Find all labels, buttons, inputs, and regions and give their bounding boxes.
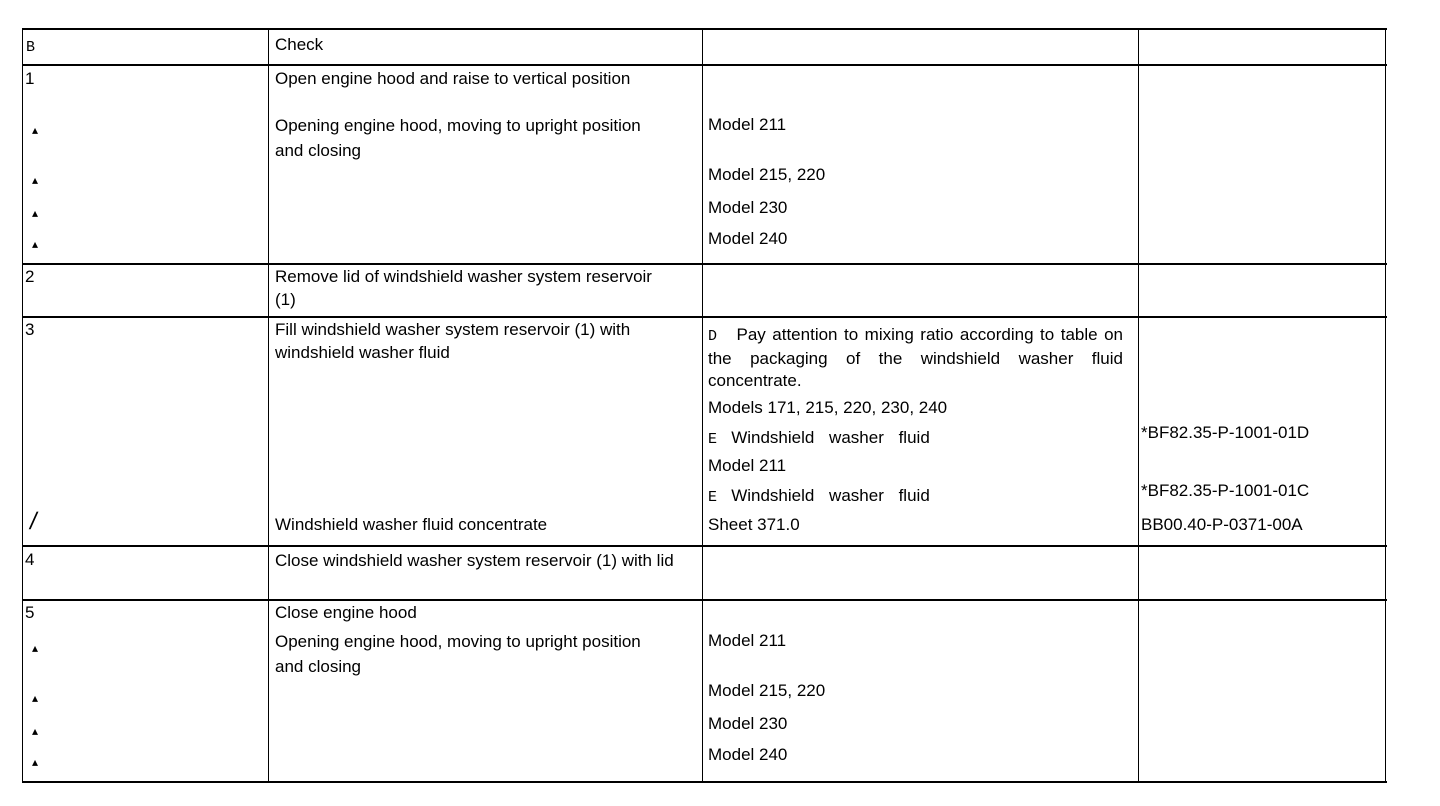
table-border-top xyxy=(22,28,1387,30)
step-subtitle-link[interactable]: Opening engine hood, moving to upright position and closing xyxy=(275,116,641,160)
note-block xyxy=(708,324,1123,392)
bullet-icon: ▴ xyxy=(32,237,39,251)
procedure-table xyxy=(22,28,1387,783)
reference-link[interactable]: BB00.40-P-0371-00A xyxy=(1141,515,1303,534)
model-item: Model 215, 220 xyxy=(708,165,826,184)
model-item: Model 240 xyxy=(708,745,788,764)
table-border-bottom xyxy=(22,781,1387,783)
step-subtitle-link[interactable]: Opening engine hood, moving to upright position and closing xyxy=(275,632,641,676)
reference-link[interactable]: *BF82.35-P-1001-01C xyxy=(1141,481,1310,500)
table-border-right xyxy=(1385,28,1386,783)
step-title: Fill windshield washer system reservoir (1) with windshield washer fluid xyxy=(275,320,631,362)
fluid-icon: E xyxy=(708,489,718,506)
col-divider xyxy=(268,28,269,783)
row-divider xyxy=(22,599,1387,601)
models-line: Models 171, 215, 220, 230, 240 xyxy=(708,398,948,417)
col-divider xyxy=(702,28,703,783)
row-divider xyxy=(22,545,1387,547)
fluid-line xyxy=(708,426,930,451)
col-divider xyxy=(1138,28,1139,783)
model-item: Model 240 xyxy=(708,229,788,248)
fluid-icon: E xyxy=(708,431,718,448)
bullet-icon: ▴ xyxy=(32,173,39,187)
note-icon: D xyxy=(708,328,718,345)
model-item: Model 230 xyxy=(708,198,788,217)
concentrate-label: Windshield washer fluid concentrate xyxy=(275,515,548,534)
model-item: Model 211 xyxy=(708,456,787,475)
step-number: 1 xyxy=(25,69,35,88)
step-number: 4 xyxy=(25,550,35,569)
bullet-icon: ▴ xyxy=(32,641,39,655)
bullet-icon: ▴ xyxy=(32,724,39,738)
fluid-label: Windshield washer fluid xyxy=(731,486,930,505)
reference-link[interactable]: *BF82.35-P-1001-01D xyxy=(1141,423,1310,442)
step-number: 5 xyxy=(25,603,35,622)
model-item: Model 211 xyxy=(708,115,787,134)
step-title: Open engine hood and raise to vertical position xyxy=(275,69,631,88)
fluid-line xyxy=(708,484,930,509)
tool-icon: / xyxy=(27,508,40,535)
sheet-label: Sheet 371.0 xyxy=(708,515,800,534)
step-title: Close engine hood xyxy=(275,603,417,622)
step-number: 3 xyxy=(25,320,35,339)
row-divider xyxy=(22,263,1387,265)
note-text: Pay attention to mixing ratio according to table on the packaging of the windshield washer fluid concentrate. xyxy=(708,325,1123,390)
fluid-label: Windshield washer fluid xyxy=(731,428,930,447)
header-col1: B xyxy=(26,39,36,56)
header-check: Check xyxy=(275,35,324,54)
row-divider xyxy=(22,64,1387,66)
step-title: Remove lid of windshield washer system reservoir (1) xyxy=(275,267,652,309)
model-item: Model 211 xyxy=(708,631,787,650)
col-divider xyxy=(22,28,23,783)
row-divider xyxy=(22,316,1387,318)
step-title: Close windshield washer system reservoir (1) with lid xyxy=(275,551,674,570)
model-item: Model 230 xyxy=(708,714,788,733)
step-number: 2 xyxy=(25,267,35,286)
bullet-icon: ▴ xyxy=(32,206,39,220)
bullet-icon: ▴ xyxy=(32,755,39,769)
bullet-icon: ▴ xyxy=(32,123,39,137)
bullet-icon: ▴ xyxy=(32,691,39,705)
model-item: Model 215, 220 xyxy=(708,681,826,700)
